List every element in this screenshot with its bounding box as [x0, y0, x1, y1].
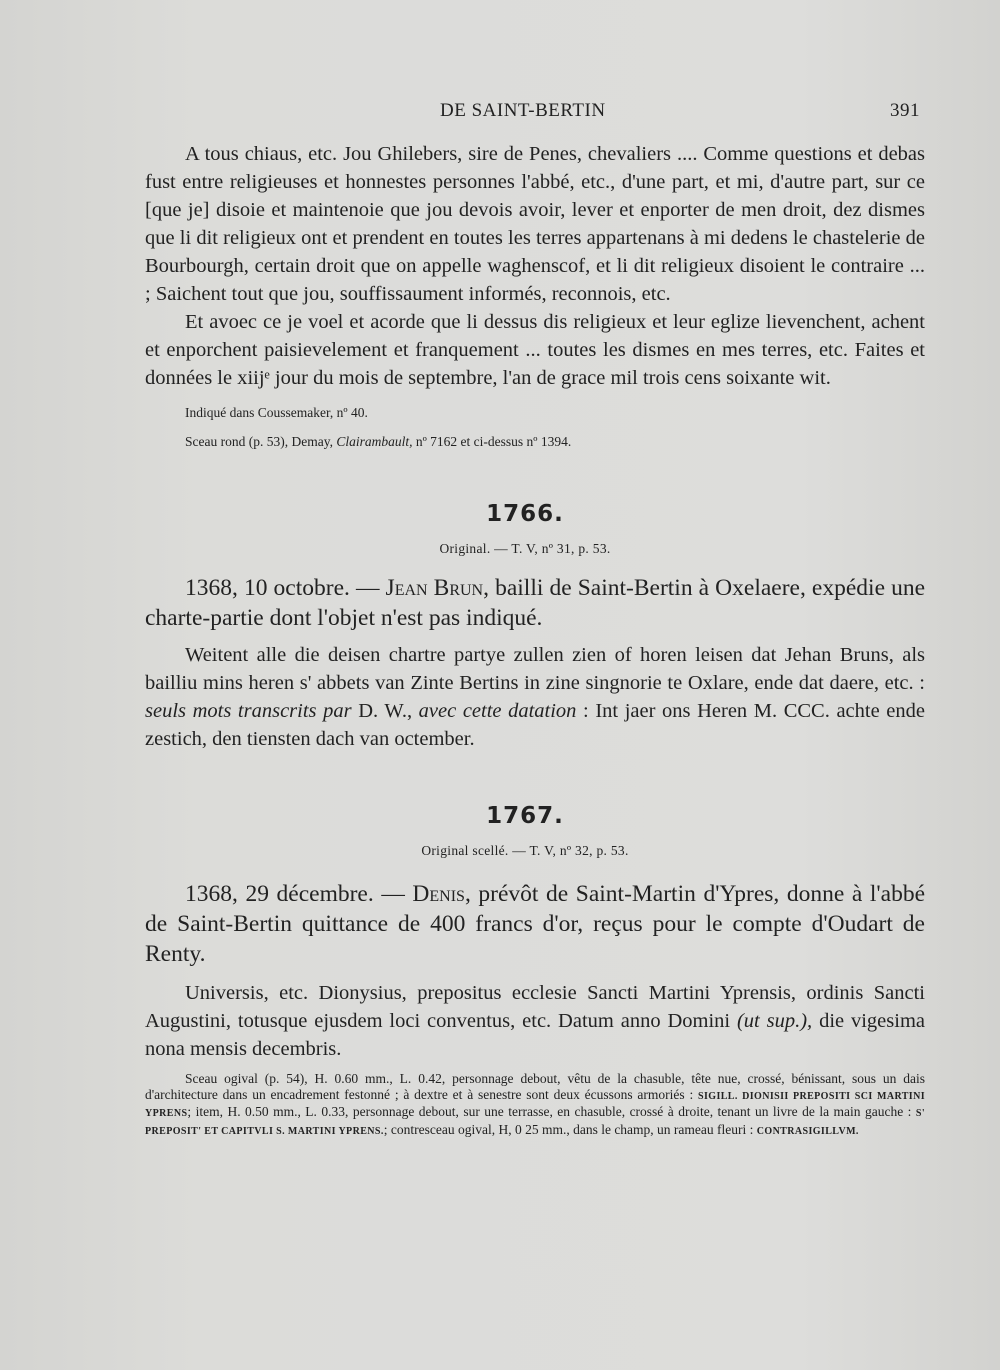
charter-1765-text-paragraph-2: Et avoec ce je voel et acorde que li dessus dis religieux et leur eglize lievenchent, achent et enporchent paisievelement et franquement ... toutes les dismes en mes terres, etc. Faites et données le xiijᵉ jour du mois de septembre, l'an de grace mil trois cens soixante wit.: [145, 311, 925, 389]
seal-note-italic: Clairambault,: [336, 434, 413, 449]
charter-1766-text: [145, 641, 925, 753]
charter-1767-date: 1368, 29 décembre. —: [185, 881, 413, 907]
charter-1766-dating-note: avec cette datation: [418, 700, 577, 722]
running-title: DE SAINT-BERTIN: [440, 100, 606, 121]
charter-1767-editor-note: (ut sup.),: [736, 1010, 813, 1032]
charter-1767-person: Denis: [412, 881, 465, 907]
charter-1765-reference-note: Indiqué dans Coussemaker, nº 40.: [185, 405, 368, 420]
charter-1767-text: [145, 979, 925, 1063]
charter-1765-seal-note: [145, 433, 925, 451]
charter-1767-seal-description: [145, 1071, 925, 1139]
seal-legend-1: SIGILL. DIONISII PREPOSITI SCI MARTINI YPRENS: [145, 1090, 926, 1119]
running-header: [140, 100, 920, 130]
charter-1767-summary: [145, 879, 925, 969]
charter-1766-summary: [145, 573, 925, 633]
charter-1767-text-end: die vigesima nona mensis decembris.: [145, 1010, 925, 1060]
seal-note-text-end: nº 7162 et ci-dessus nº 1394.: [412, 434, 572, 449]
charter-number-1766: 1766.: [486, 501, 564, 527]
charter-number-1767: 1767.: [486, 803, 564, 829]
seal-description-part-3: ; contresceau ogival, H, 0 25 mm., dans le champ, un rameau fleuri :: [383, 1121, 757, 1137]
charter-1767-summary-rest: , prévôt de Saint-Martin d'Ypres, donne à l'abbé de Saint-Bertin quittance de 400 francs d'or, reçus pour le compte d'Oudart de Renty.: [145, 881, 925, 967]
seal-legend-3: CONTRASIGILLVM.: [756, 1125, 859, 1137]
charter-1766-text-end: : Int jaer ons Heren M. CCC. achte ende zestich, den tiensten dach van octember.: [145, 700, 925, 750]
charter-1766-date: 1368, 10 octobre. —: [185, 575, 386, 601]
charter-1766-text-mid: D. W.,: [351, 700, 419, 722]
charter-1766-source: Original. — T. V, nº 31, p. 53.: [439, 541, 611, 556]
charter-1765-text-paragraph-1: A tous chiaus, etc. Jou Ghilebers, sire de Penes, chevaliers .... Comme questions et debas fust entre religieuses et honnestes personnes l'abbé, etc., d'une part, et mi, d'autre part, sur ce [que je] disoie et maintenoie que jou devois avoir, lever et enporter de men droit, dez dismes que li dit religieux ont et prendent en toutes les terres appartenans à mi dedens le chastelerie de Bourbourgh, certain droit que on appelle waghenscof, et li dit religieux disoient le contraire ... ; Saichent tout que jou, souffissaument informés, reconnois, etc.: [145, 143, 925, 305]
charter-1766-editor-note: seuls mots transcrits par: [145, 700, 352, 722]
page-body: [145, 140, 925, 1139]
charter-1766-person: Jean Brun: [385, 575, 484, 601]
seal-legend-2: S' PREPOSIT' ET CAPITVLI S. MARTINI YPRENS.: [145, 1108, 925, 1137]
charter-1766-text-start: Weitent alle die deisen chartre partye zullen zien of horen leisen dat Jehan Bruns, als bailliu mins heren s' abbets van Zinte Bertins in zine singnorie te Oxlare, ende dat daere, etc. :: [145, 644, 925, 694]
charter-1767-source: Original scellé. — T. V, nº 32, p. 53.: [421, 843, 629, 858]
seal-description-part-1: Sceau ogival (p. 54), H. 0.60 mm., L. 0.42, personnage debout, vêtu de la chasuble, tête nue, crossé, bénissant, sous un dais d'architecture dans un encadrement festonné ; à dextre et à senestre sont deux écussons armoriés :: [145, 1071, 925, 1102]
seal-note-text: Sceau rond (p. 53), Demay,: [185, 434, 337, 449]
charter-1767-text-start: Universis, etc. Dionysius, prepositus ecclesie Sancti Martini Yprensis, ordinis Sancti Augustini, totusque ejusdem loci conventus, etc. Datum anno Domini: [145, 982, 925, 1032]
charter-1766-summary-rest: , bailli de Saint-Bertin à Oxelaere, expédie une charte-partie dont l'objet n'est pas indiqué.: [145, 575, 926, 631]
seal-description-part-2: ; item, H. 0.50 mm., L. 0.33, personnage debout, sur une terrasse, en chasuble, crossé à droite, tenant un livre de la main gauche :: [187, 1104, 916, 1119]
page-number: 391: [890, 100, 920, 121]
